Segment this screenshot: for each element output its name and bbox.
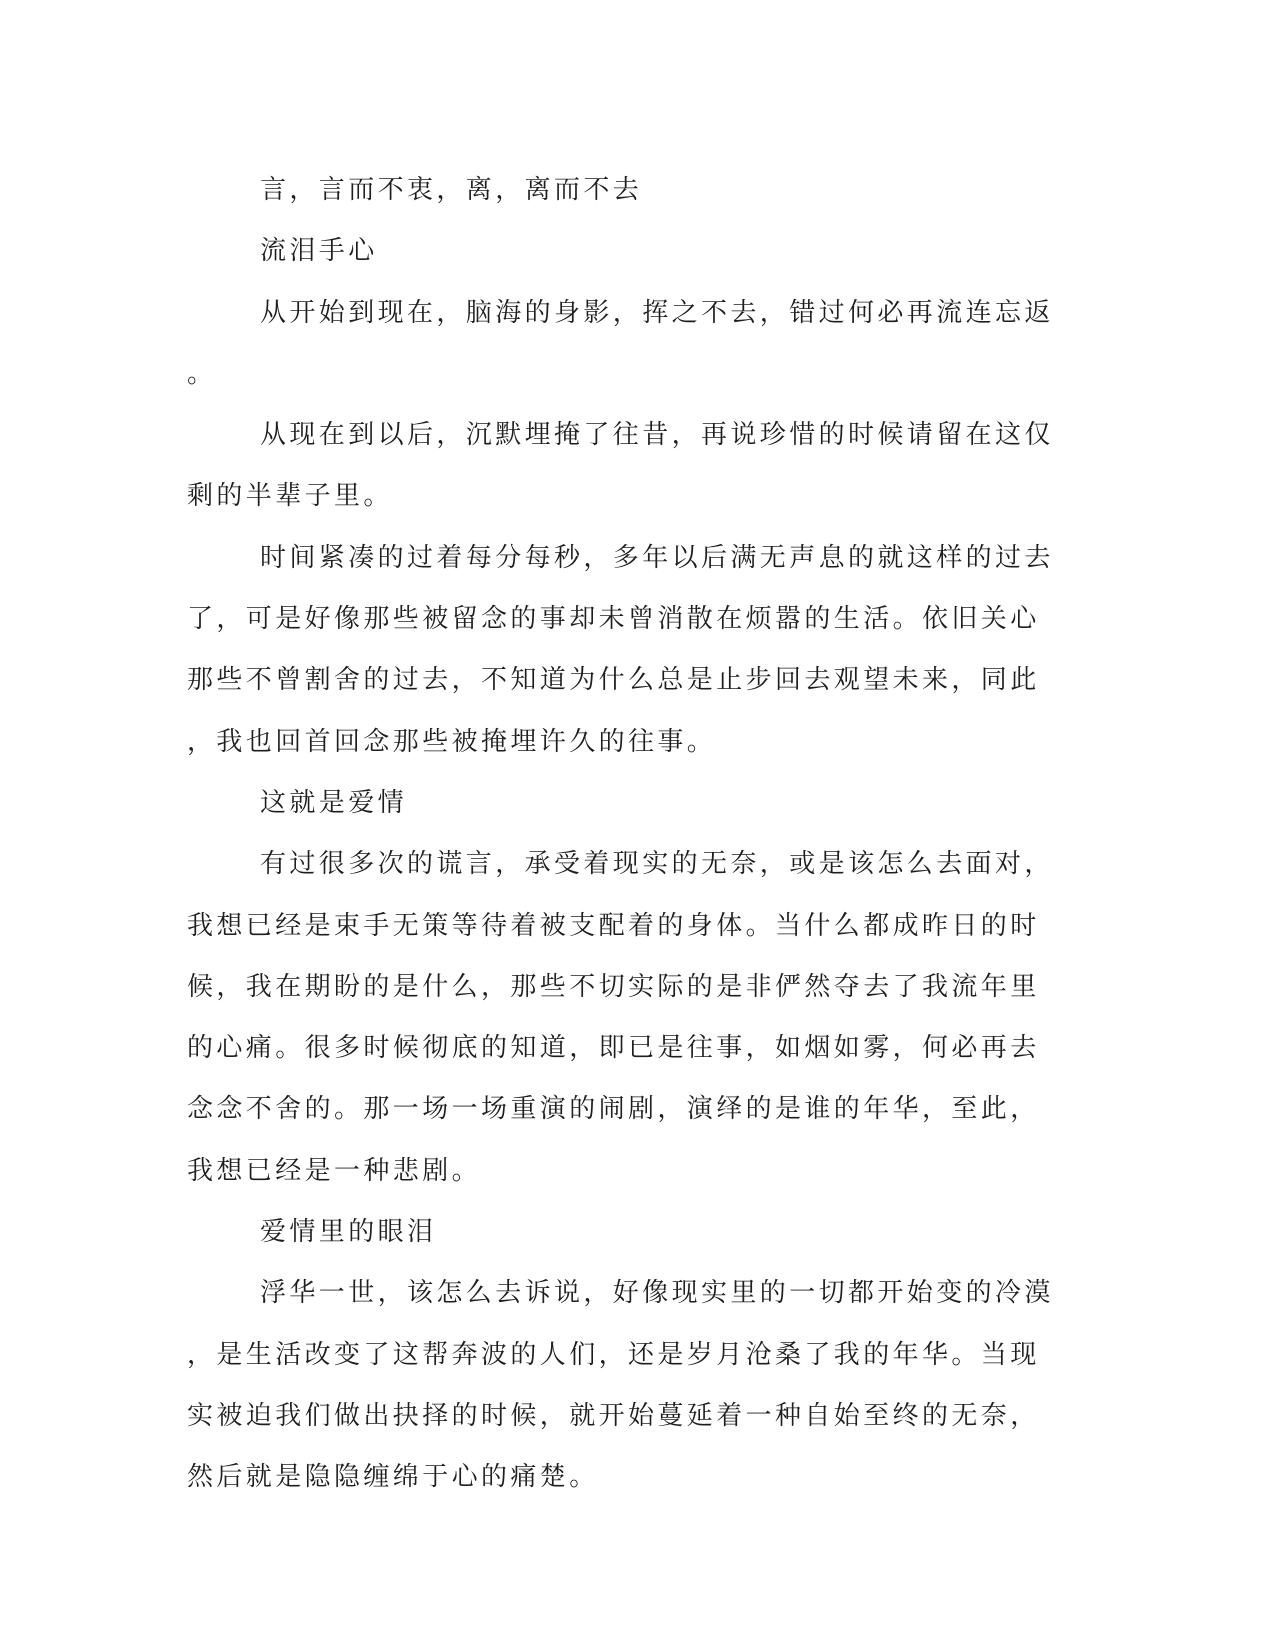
paragraph: 从现在到以后，沉默埋掩了往昔，再说珍惜的时候请留在这仅剩的半辈子里。 — [187, 420, 1054, 512]
paragraph: 时间紧凑的过着每分每秒，多年以后满无声息的就这样的过去了，可是好像那些被留念的事却未曾消散在烦嚣的生活。依旧关心那些不曾割舍的过去，不知道为什么总是止步回去观望未来，同此，我也回首回念那些被掩埋许久的往事。 — [187, 542, 1054, 757]
document-body — [187, 160, 1067, 1509]
section-heading-tears-in-love: 爱情里的眼泪 — [260, 1217, 437, 1248]
paragraph: 浮华一世，该怎么去诉说，好像现实里的一切都开始变的冷漠，是生活改变了这帮奔波的人们，还是岁月沧桑了我的年华。当现实被迫我们做出抉择的时候，就开始蔓延着一种自始至终的无奈，然后就是隐隐缠绵于心的痛楚。 — [187, 1278, 1054, 1493]
section-heading-tears-in-palm: 流泪手心 — [260, 236, 378, 267]
paragraph-opening-line: 言，言而不衷，离，离而不去 — [260, 175, 643, 205]
paragraph: 有过很多次的谎言，承受着现实的无奈，或是该怎么去面对，我想已经是束手无策等待着被支配着的身体。当什么都成昨日的时候，我在期盼的是什么，那些不切实际的是非俨然夺去了我流年里的心痛。很多时候彻底的知道，即已是往事，如烟如雾，何必再去念念不舍的。那一场一场重演的闹剧，演绎的是谁的年华，至此，我想已经是一种悲剧。 — [187, 849, 1054, 1186]
section-heading-this-is-love: 这就是爱情 — [260, 787, 408, 818]
paragraph: 从开始到现在，脑海的身影，挥之不去，错过何必再流连忘返。 — [187, 297, 1054, 389]
